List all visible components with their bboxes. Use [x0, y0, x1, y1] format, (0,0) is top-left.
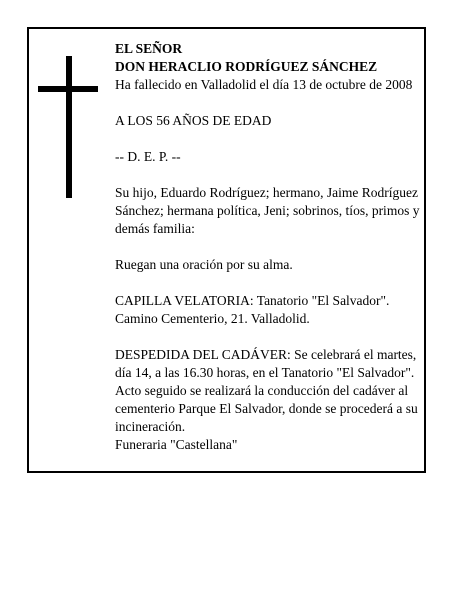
title-line-1: EL SEÑOR — [115, 41, 183, 56]
death-info: Ha fallecido en Valladolid el día 13 de octubre de 2008 — [115, 77, 413, 92]
funeral-home: Funeraria "Castellana" — [115, 437, 238, 452]
cross-vertical-bar — [66, 56, 72, 198]
deceased-name: DON HERACLIO RODRÍGUEZ SÁNCHEZ — [115, 59, 378, 74]
cross-horizontal-bar — [38, 86, 98, 92]
notice-text — [115, 40, 425, 454]
family-paragraph: Su hijo, Eduardo Rodríguez; hermano, Jaime Rodríguez Sánchez; hermana política, Jeni; sobrinos, tíos, primos y demás familia: — [115, 185, 420, 236]
chapel-line-2: Camino Cementerio, 21. Valladolid. — [115, 311, 310, 326]
obituary-notice — [27, 27, 426, 473]
farewell-paragraph: DESPEDIDA DEL CADÁVER: Se celebrará el martes, día 14, a las 16.30 horas, en el Tanatorio "El Salvador". Acto seguido se realizará la conducción del cadáver al cementerio Parque El Salvador, donde se procederá a su incineración. — [115, 347, 418, 434]
age-line: A LOS 56 AÑOS DE EDAD — [115, 113, 272, 128]
dep-line: -- D. E. P. -- — [115, 149, 181, 164]
chapel-line-1: CAPILLA VELATORIA: Tanatorio "El Salvador". — [115, 293, 390, 308]
prayer-line: Ruegan una oración por su alma. — [115, 257, 293, 272]
